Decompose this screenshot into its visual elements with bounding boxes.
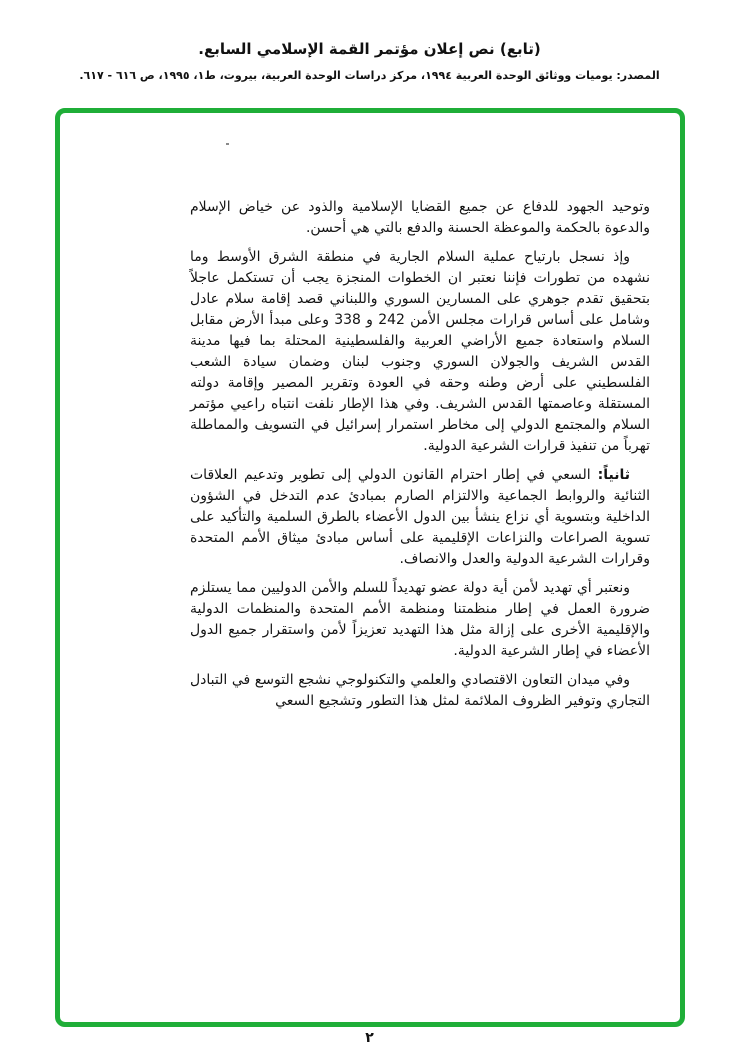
- body-text: [190, 197, 650, 720]
- paragraph-security-threat: [190, 578, 650, 662]
- page-number: ٢: [365, 1030, 374, 1046]
- paragraph-text: وفي ميدان التعاون الاقتصادي والعلمي والتكنولوجي نشجع التوسع في التبادل التجاري وتوفير الظروف الملائمة لمثل هذا التطور وتشجيع السعي: [190, 672, 650, 709]
- content-frame: [55, 108, 685, 1027]
- paragraph-peace-process: [190, 247, 650, 457]
- document-title: (تابع) نص إعلان مؤتمر القمة الإسلامي السابع.: [198, 40, 541, 58]
- paragraph-lead-secondly: ثانياً:: [590, 467, 630, 483]
- paragraph-text: السعي في إطار احترام القانون الدولي إلى تطوير وتدعيم العلاقات الثنائية والروابط الجماعية والالتزام الصارم بمبادئ عدم التدخل في الشؤون الداخلية وبتسوية أي نزاع ينشأ بين الدول الأعضاء بالطرق السلمية والتأكيد على تسوية الصراعات والنزاعات الإقليمية على أساس مبادئ ميثاق الأمم المتحدة وقرارات الشرعية الدولية والعدل والانصاف.: [190, 467, 650, 567]
- paragraph-secondly: [190, 465, 650, 570]
- paragraph-text: وتوحيد الجهود للدفاع عن جميع القضايا الإسلامية والذود عن خياض الإسلام والدعوة بالحكمة والموعظة الحسنة والدفع بالتي هي أحسن.: [190, 199, 650, 236]
- paragraph-continuation: [190, 197, 650, 239]
- paragraph-text: وإذ نسجل بارتياح عملية السلام الجارية في منطقة الشرق الأوسط وما نشهده من تطورات فإننا نعتبر ان الخطوات المنجزة يجب أن تستكمل عاجلاً بتحقيق تقدم جوهري على المسارين السوري واللبناني قصد إقامة سلام عادل وشامل على أساس قرارات مجلس الأمن 242 و 338 وعلى مبدأ الأرض مقابل السلام واستعادة جميع الأراضي العربية والفلسطينية المحتلة بما فيها مدينة القدس الشريف والجولان السوري وجنوب لبنان وضمان سيادة الشعب الفلسطيني على أرض وطنه وحقه في العودة وتقرير المصير وإقامة دولته المستقلة وعاصمتها القدس الشريف. وفي هذا الإطار نلفت انتباه راعيي مؤتمر السلام والمجتمع الدولي إلى مخاطر استمرار إسرائيل في التسويف والمماطلة تهرباً من تنفيذ قرارات الشرعية الدولية.: [190, 249, 650, 454]
- paragraph-text: ونعتبر أي تهديد لأمن أية دولة عضو تهديداً للسلم والأمن الدوليين مما يستلزم ضرورة العمل في إطار منظمتنا ومنظمة الأمم المتحدة والمنظمات الدولية والإقليمية الأخرى على إزالة مثل هذا التهديد تعزيزاً لأمن واستقرار جميع الدول الأعضاء في إطار الشرعية الدولية.: [190, 580, 650, 659]
- paragraph-economic-cooperation: [190, 670, 650, 712]
- scan-artifact-dot: [226, 143, 229, 145]
- source-citation: المصدر: يوميات ووثائق الوحدة العربية ١٩٩٤، مركز دراسات الوحدة العربية، بيروت، ط١، ١٩٩٥، ص ٦١٦ - ٦١٧.: [79, 69, 660, 82]
